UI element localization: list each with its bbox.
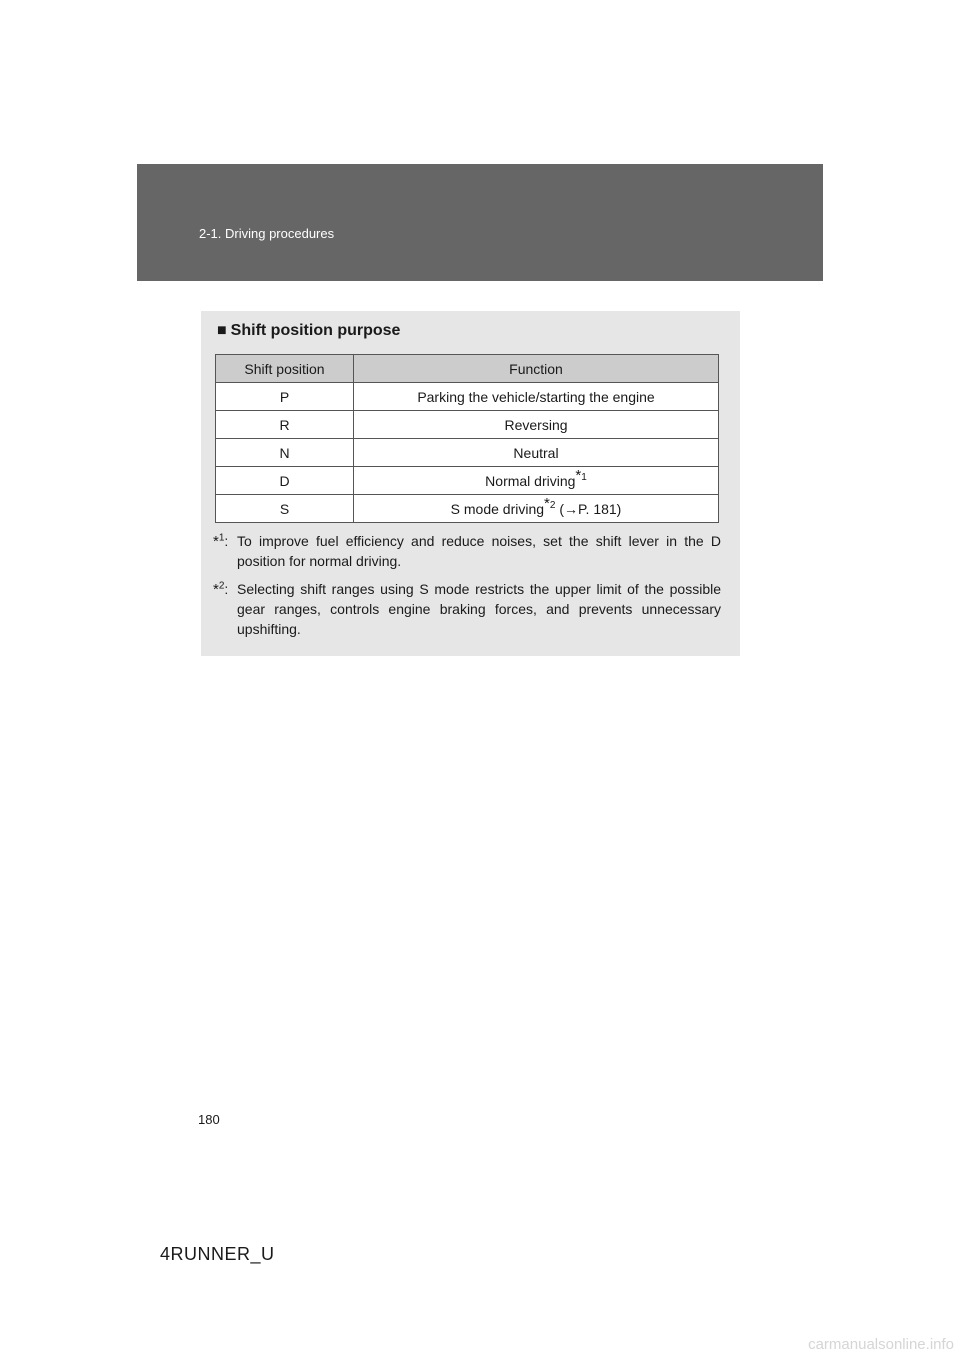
function-text: S mode driving <box>450 500 545 517</box>
model-code: 4RUNNER_U <box>160 1244 275 1264</box>
cell-function <box>354 467 719 495</box>
asterisk-icon: * <box>544 494 550 512</box>
cell-position: P <box>216 383 354 411</box>
cell-position: S <box>216 495 354 523</box>
asterisk-icon: * <box>213 533 219 550</box>
footnote-marker: *$^1$: <box>213 532 229 550</box>
asterisk-icon: * <box>575 466 582 484</box>
footnote-item <box>213 531 721 571</box>
square-bullet-icon: ■ <box>217 322 227 339</box>
footnote-marker: *$^2$: <box>213 580 229 598</box>
cell-function: Neutral <box>354 439 719 467</box>
header-band <box>137 164 823 281</box>
watermark: carmanualsonline.info <box>808 1336 954 1353</box>
table-row <box>216 439 719 467</box>
table-header-row <box>216 355 719 383</box>
header-function: Function <box>354 355 719 383</box>
section-title: 2-1. Driving procedures <box>199 226 335 241</box>
panel-heading-text: Shift position purpose <box>230 322 401 339</box>
cell-function: Reversing <box>354 411 719 439</box>
table-row <box>216 411 719 439</box>
cell-function: Parking the vehicle/starting the engine <box>354 383 719 411</box>
info-panel <box>201 311 740 656</box>
function-text: Normal driving <box>485 472 576 489</box>
table-row <box>216 495 719 523</box>
cell-position: D <box>216 467 354 495</box>
page-number: 180 <box>198 1112 220 1127</box>
panel-heading <box>217 322 400 340</box>
footnote-item <box>213 579 721 639</box>
cell-function <box>354 495 719 523</box>
asterisk-icon: * <box>213 581 219 598</box>
shift-position-table <box>215 354 719 523</box>
footnote-ref: *2 <box>544 494 556 512</box>
footnote-text: To improve fuel efficiency and reduce noises, set the shift lever in the D position for normal driving. <box>237 533 721 569</box>
table-row <box>216 467 719 495</box>
header-shift-position: Shift position <box>216 355 354 383</box>
cell-position: R <box>216 411 354 439</box>
table-row <box>216 383 719 411</box>
cell-position: N <box>216 439 354 467</box>
footnote-ref: *1 <box>575 466 587 484</box>
footnotes <box>213 531 721 647</box>
page-reference-link[interactable]: (→P. 181) <box>559 500 622 517</box>
footnote-text: Selecting shift ranges using S mode restricts the upper limit of the possible gear ranges, controls engine braking forces, and prevents unnecessary upshifting. <box>237 581 721 637</box>
